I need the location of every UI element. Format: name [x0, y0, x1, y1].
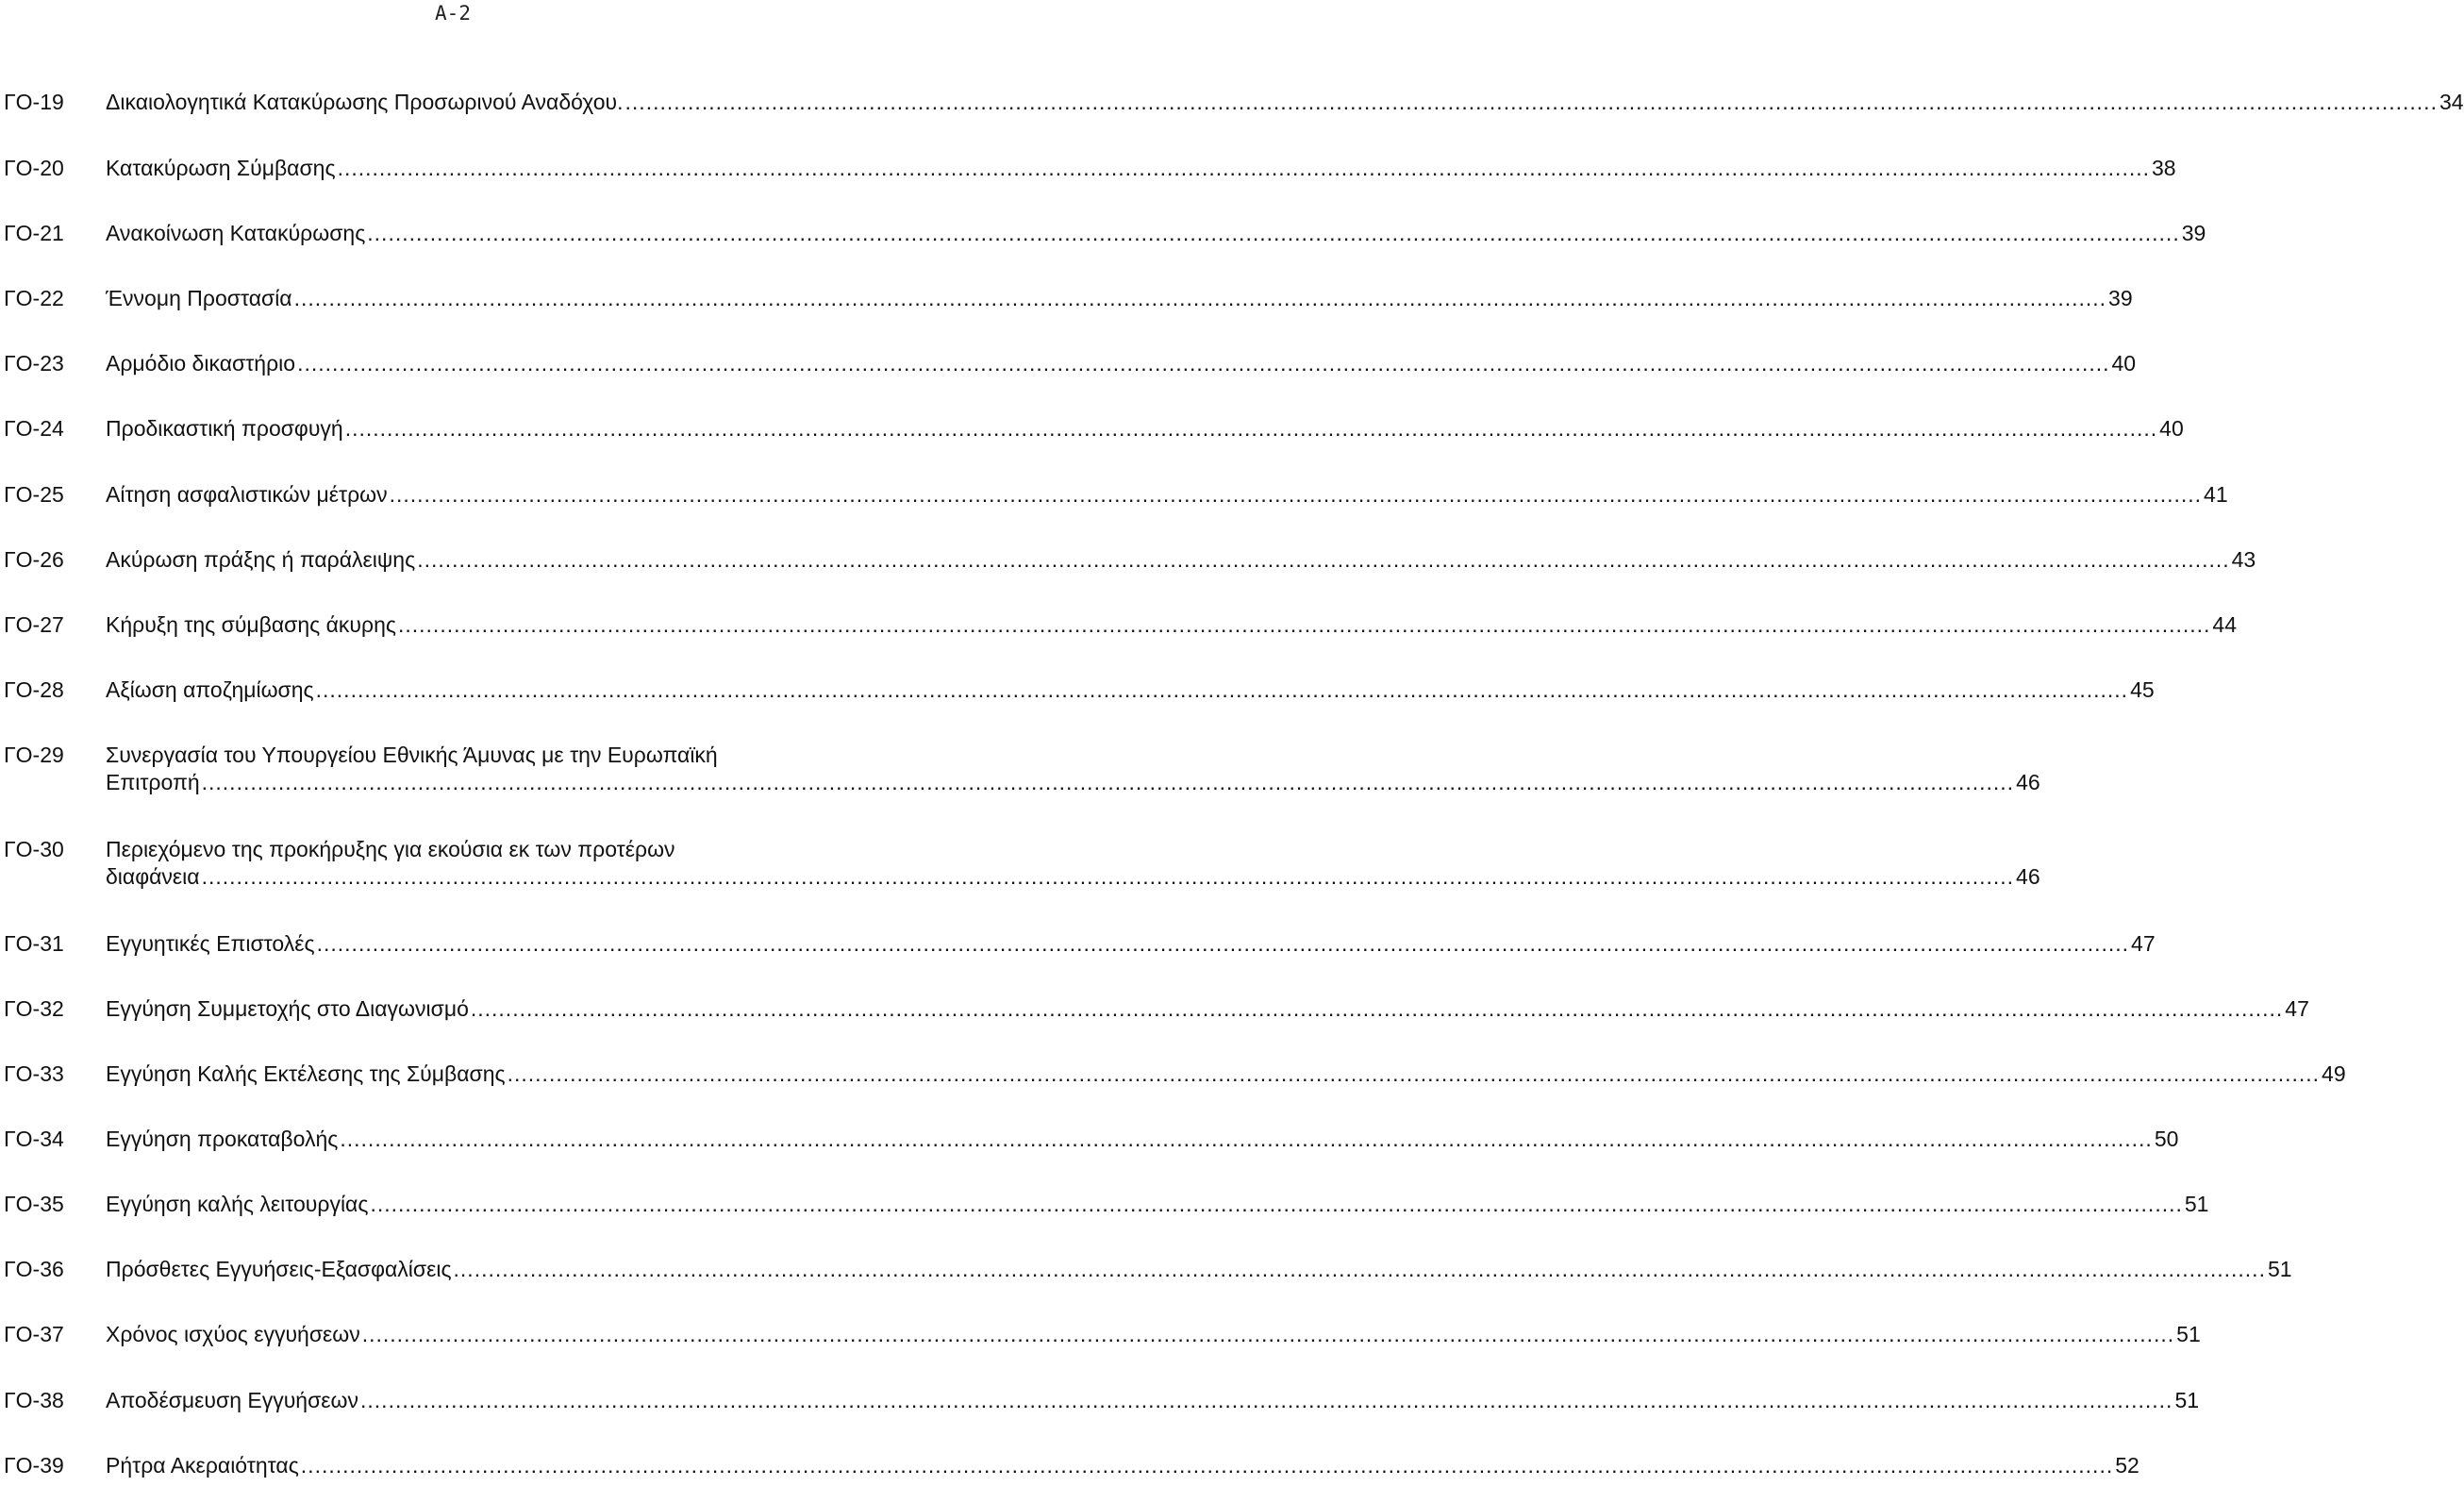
toc-leader-dots: .................................................................................................................................................................................................................................................................... — [316, 931, 2130, 956]
toc-entry-body — [106, 220, 2206, 247]
toc-leader-dots: .................................................................................................................................................................................................................................................................... — [453, 1257, 2266, 1281]
toc-entry-code: ΓΟ-36 — [4, 1257, 64, 1281]
toc-entry-title: Κατακύρωση Σύμβασης — [106, 156, 336, 180]
toc-entry-code: ΓΟ-19 — [4, 90, 64, 114]
toc-entry-title: Εγγύηση Καλής Εκτέλεσης της Σύμβασης — [106, 1061, 506, 1086]
toc-leader-dots: .................................................................................................................................................................................................................................................................... — [624, 90, 2438, 114]
toc-entry-page-number: 43 — [2231, 547, 2256, 572]
toc-entry-body — [106, 415, 2184, 443]
toc-leader-dots: .................................................................................................................................................................................................................................................................... — [397, 612, 2211, 637]
toc-entry-title: Ρήτρα Ακεραιότητας — [106, 1453, 299, 1478]
toc-entry-page-number: 46 — [2016, 770, 2040, 794]
toc-entry-page-number: 46 — [2016, 864, 2040, 889]
toc-entry-body — [106, 285, 2133, 312]
toc-leader-dots: .................................................................................................................................................................................................................................................................... — [370, 1192, 2183, 1216]
toc-entry-title: Εγγυητικές Επιστολές — [106, 931, 315, 956]
toc-entry-code: ΓΟ-34 — [4, 1127, 64, 1151]
toc-entry-code: ΓΟ-23 — [4, 351, 64, 376]
toc-entry-code: ΓΟ-39 — [4, 1453, 64, 1478]
toc-entry-page-number: 51 — [2184, 1192, 2209, 1216]
toc-entry-page-number: 41 — [2204, 482, 2228, 507]
toc-entry-code: ΓΟ-35 — [4, 1192, 64, 1216]
toc-entry-body — [106, 1387, 2200, 1414]
toc-entry-page-number: 51 — [2267, 1257, 2292, 1281]
toc-leader-dots: .................................................................................................................................................................................................................................................................... — [201, 864, 2015, 889]
toc-leader-dots: .................................................................................................................................................................................................................................................................... — [470, 996, 2284, 1021]
page-number-header: A-2 — [435, 2, 471, 25]
toc-entry-title: Εγγύηση καλής λειτουργίας — [106, 1192, 369, 1216]
toc-entry-page-number: 40 — [2111, 351, 2137, 376]
toc-entry-body — [106, 1256, 2292, 1283]
toc-entry-title: Δικαιολογητικά Κατακύρωσης Προσωρινού Αναδόχου. — [106, 90, 624, 114]
toc-entry-body — [106, 676, 2155, 704]
toc-entry-body — [106, 742, 2040, 796]
toc-entry-page-number: 51 — [2176, 1322, 2201, 1346]
toc-entry-body — [106, 1060, 2346, 1088]
toc-entry-code: ΓΟ-21 — [4, 221, 64, 245]
toc-leader-dots: .................................................................................................................................................................................................................................................................... — [367, 221, 2180, 245]
toc-entry-title: Προδικαστική προσφυγή — [106, 416, 343, 441]
toc-leader-dots: .................................................................................................................................................................................................................................................................... — [389, 482, 2203, 507]
toc-entry-body — [106, 836, 2040, 891]
toc-entry-code: ΓΟ-33 — [4, 1061, 64, 1086]
toc-entry-code: ΓΟ-30 — [4, 837, 64, 861]
toc-entry-title-continuation: Επιτροπή — [106, 770, 200, 794]
toc-entry-title: Κήρυξη της σύμβασης άκυρης — [106, 612, 396, 637]
toc-entry-code: ΓΟ-27 — [4, 612, 64, 637]
toc-entry-page-number: 40 — [2159, 416, 2184, 441]
toc-entry-page-number: 49 — [2322, 1061, 2346, 1086]
toc-leader-dots: .................................................................................................................................................................................................................................................................... — [417, 547, 2230, 572]
toc-entry-code: ΓΟ-25 — [4, 482, 64, 507]
toc-entry-title-continuation: διαφάνεια — [106, 864, 200, 889]
toc-entry-body — [106, 546, 2256, 574]
toc-entry-body — [106, 995, 2309, 1023]
toc-leader-dots: .................................................................................................................................................................................................................................................................... — [360, 1388, 2173, 1412]
toc-entry-title: Αίτηση ασφαλιστικών μέτρων — [106, 482, 388, 507]
toc-leader-dots: .................................................................................................................................................................................................................................................................... — [507, 1061, 2321, 1086]
toc-entry-body — [106, 350, 2137, 377]
toc-entry-title: Συνεργασία του Υπουργείου Εθνικής Άμυνας με την Ευρωπαϊκή — [106, 743, 718, 767]
toc-entry-code: ΓΟ-29 — [4, 743, 64, 767]
toc-entry-title: Αξίωση αποζημίωσης — [106, 677, 314, 702]
toc-entry-title: Ακύρωση πράξης ή παράλειψης — [106, 547, 416, 572]
toc-entry-page-number: 38 — [2152, 156, 2176, 180]
toc-entry-code: ΓΟ-22 — [4, 286, 64, 310]
toc-entry-title: Χρόνος ισχύος εγγυήσεων — [106, 1322, 360, 1346]
toc-entry-body — [106, 1452, 2139, 1479]
toc-entry-body — [106, 155, 2176, 182]
toc-entry-title: Ανακοίνωση Κατακύρωσης — [106, 221, 366, 245]
toc-leader-dots: .................................................................................................................................................................................................................................................................... — [300, 1453, 2114, 1478]
toc-entry-page-number: 47 — [2285, 996, 2309, 1021]
toc-leader-dots: .................................................................................................................................................................................................................................................................... — [344, 416, 2158, 441]
toc-entry-title: Αρμόδιο δικαστήριο — [106, 351, 296, 376]
toc-entry-page-number: 45 — [2130, 677, 2155, 702]
toc-entry-title: Περιεχόμενο της προκήρυξης για εκούσια εκ των προτέρων — [106, 837, 675, 861]
toc-leader-dots: .................................................................................................................................................................................................................................................................... — [361, 1322, 2175, 1346]
toc-entry-code: ΓΟ-32 — [4, 996, 64, 1021]
toc-entry-code: ΓΟ-38 — [4, 1388, 64, 1412]
toc-entry-page-number: 51 — [2174, 1388, 2200, 1412]
toc-entry-title: Εγγύηση προκαταβολής — [106, 1127, 339, 1151]
toc-entry-body — [106, 1321, 2201, 1348]
toc-entry-body — [106, 89, 2464, 116]
toc-entry-page-number: 39 — [2181, 221, 2206, 245]
toc-leader-dots: .................................................................................................................................................................................................................................................................... — [293, 286, 2107, 310]
toc-entry-title: Έννομη Προστασία — [106, 286, 292, 310]
toc-leader-dots: .................................................................................................................................................................................................................................................................... — [315, 677, 2129, 702]
toc-entry-page-number: 39 — [2108, 286, 2133, 310]
toc-entry-page-number: 34 — [2439, 90, 2464, 114]
toc-entry-page-number: 50 — [2154, 1127, 2179, 1151]
toc-entry-title: Πρόσθετες Εγγυήσεις-Εξασφαλίσεις — [106, 1257, 452, 1281]
toc-entry-body — [106, 1126, 2179, 1153]
toc-entry-page-number: 47 — [2131, 931, 2156, 956]
toc-entry-code: ΓΟ-20 — [4, 156, 64, 180]
toc-entry-code: ΓΟ-37 — [4, 1322, 64, 1346]
toc-entry-body — [106, 611, 2238, 639]
toc-entry-code: ΓΟ-28 — [4, 677, 64, 702]
toc-entry-body — [106, 481, 2228, 509]
toc-leader-dots: .................................................................................................................................................................................................................................................................... — [201, 770, 2015, 794]
toc-entry-code: ΓΟ-26 — [4, 547, 64, 572]
toc-leader-dots: .................................................................................................................................................................................................................................................................... — [340, 1127, 2153, 1151]
toc-entry-title: Αποδέσμευση Εγγυήσεων — [106, 1388, 359, 1412]
toc-entry-page-number: 52 — [2115, 1453, 2139, 1478]
toc-entry-body — [106, 1191, 2209, 1218]
toc-entry-title: Εγγύηση Συμμετοχής στο Διαγωνισμό — [106, 996, 469, 1021]
toc-leader-dots: .................................................................................................................................................................................................................................................................... — [337, 156, 2150, 180]
toc-leader-dots: .................................................................................................................................................................................................................................................................... — [297, 351, 2110, 376]
toc-entry-code: ΓΟ-31 — [4, 931, 64, 956]
toc-entry-page-number: 44 — [2212, 612, 2238, 637]
toc-entry-body — [106, 930, 2156, 958]
toc-entry-code: ΓΟ-24 — [4, 416, 64, 441]
